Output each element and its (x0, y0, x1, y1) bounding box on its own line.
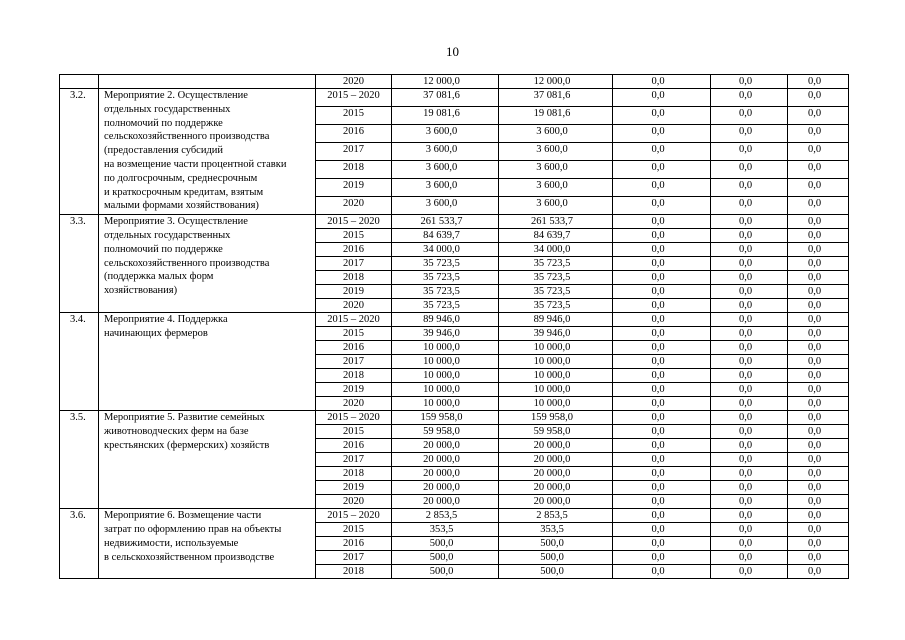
year-cell: 2015 (316, 107, 392, 125)
measure-name-line: сельскохозяйственного производства (104, 131, 270, 143)
value-cell: 0,0 (788, 143, 849, 161)
measure-name (99, 75, 316, 89)
value-cell: 0,0 (711, 355, 788, 369)
value-cell: 35 723,5 (392, 285, 499, 299)
value-cell: 0,0 (711, 369, 788, 383)
value-cell: 10 000,0 (499, 355, 613, 369)
value-cell: 20 000,0 (499, 439, 613, 453)
value-cell: 0,0 (613, 143, 711, 161)
value-cell: 0,0 (788, 197, 849, 215)
year-cell: 2018 (316, 271, 392, 285)
value-cell: 3 600,0 (499, 179, 613, 197)
value-cell: 0,0 (788, 509, 849, 523)
value-cell: 0,0 (711, 179, 788, 197)
value-cell: 0,0 (711, 299, 788, 313)
year-cell: 2015 – 2020 (316, 509, 392, 523)
value-cell: 0,0 (711, 439, 788, 453)
table-row (60, 75, 849, 89)
year-cell: 2019 (316, 383, 392, 397)
value-cell: 35 723,5 (499, 299, 613, 313)
value-cell: 20 000,0 (499, 495, 613, 509)
year-cell: 2015 – 2020 (316, 215, 392, 229)
value-cell: 89 946,0 (499, 313, 613, 327)
value-cell: 0,0 (711, 453, 788, 467)
value-cell: 0,0 (711, 313, 788, 327)
value-cell: 10 000,0 (392, 341, 499, 355)
table-row (60, 411, 849, 425)
value-cell: 0,0 (711, 481, 788, 495)
measure-name-line: животноводческих ферм на базе (104, 425, 249, 437)
value-cell: 0,0 (711, 411, 788, 425)
value-cell: 0,0 (788, 285, 849, 299)
value-cell: 0,0 (711, 383, 788, 397)
year-cell: 2020 (316, 75, 392, 89)
value-cell: 12 000,0 (392, 75, 499, 89)
measure-name-line: недвижимости, используемые (104, 537, 239, 549)
value-cell: 0,0 (613, 327, 711, 341)
measure-name-line: в сельскохозяйственном производстве (104, 551, 275, 563)
value-cell: 0,0 (788, 75, 849, 89)
value-cell: 0,0 (711, 271, 788, 285)
value-cell: 0,0 (788, 243, 849, 257)
table-row (60, 313, 849, 327)
year-cell: 2017 (316, 257, 392, 271)
measure-name-line: полномочий по поддержке (104, 243, 223, 255)
value-cell: 500,0 (392, 551, 499, 565)
value-cell: 39 946,0 (499, 327, 613, 341)
value-cell: 0,0 (613, 161, 711, 179)
year-cell: 2016 (316, 125, 392, 143)
budget-table (59, 74, 849, 579)
measure-name-line: отдельных государственных (104, 229, 231, 241)
value-cell: 0,0 (788, 107, 849, 125)
value-cell: 3 600,0 (392, 197, 499, 215)
value-cell: 2 853,5 (392, 509, 499, 523)
value-cell: 34 000,0 (392, 243, 499, 257)
value-cell: 0,0 (613, 537, 711, 551)
value-cell: 0,0 (613, 453, 711, 467)
value-cell: 3 600,0 (392, 161, 499, 179)
value-cell: 59 958,0 (499, 425, 613, 439)
table-row (60, 215, 849, 229)
value-cell: 20 000,0 (392, 439, 499, 453)
value-cell: 0,0 (788, 257, 849, 271)
value-cell: 0,0 (613, 215, 711, 229)
year-cell: 2018 (316, 467, 392, 481)
value-cell: 0,0 (613, 495, 711, 509)
value-cell: 500,0 (499, 537, 613, 551)
measure-name (99, 313, 316, 411)
value-cell: 3 600,0 (499, 143, 613, 161)
value-cell: 0,0 (711, 243, 788, 257)
value-cell: 0,0 (613, 257, 711, 271)
value-cell: 35 723,5 (499, 257, 613, 271)
measure-name-line: Мероприятие 3. Осуществление (104, 216, 248, 228)
value-cell: 0,0 (788, 179, 849, 197)
measure-name (99, 509, 316, 579)
value-cell: 37 081,6 (392, 89, 499, 107)
year-cell: 2015 – 2020 (316, 89, 392, 107)
value-cell: 35 723,5 (392, 271, 499, 285)
value-cell: 19 081,6 (499, 107, 613, 125)
measure-name-line: по долгосрочным, среднесрочным (104, 172, 258, 184)
value-cell: 0,0 (613, 509, 711, 523)
measure-name-line: хозяйствования) (104, 285, 178, 297)
value-cell: 35 723,5 (392, 299, 499, 313)
measure-name-line: отдельных государственных (104, 103, 231, 115)
value-cell: 0,0 (613, 383, 711, 397)
value-cell: 159 958,0 (499, 411, 613, 425)
value-cell: 39 946,0 (392, 327, 499, 341)
year-cell: 2016 (316, 439, 392, 453)
value-cell: 10 000,0 (499, 383, 613, 397)
value-cell: 0,0 (788, 467, 849, 481)
year-cell: 2019 (316, 179, 392, 197)
value-cell: 10 000,0 (392, 397, 499, 411)
value-cell: 0,0 (788, 229, 849, 243)
value-cell: 0,0 (788, 551, 849, 565)
value-cell: 0,0 (788, 327, 849, 341)
year-cell: 2018 (316, 369, 392, 383)
value-cell: 0,0 (711, 551, 788, 565)
value-cell: 500,0 (392, 565, 499, 579)
value-cell: 0,0 (711, 125, 788, 143)
value-cell: 0,0 (711, 143, 788, 161)
value-cell: 0,0 (788, 439, 849, 453)
value-cell: 0,0 (613, 411, 711, 425)
measure-name-line: малыми формами хозяйствования) (104, 200, 259, 212)
year-cell: 2017 (316, 453, 392, 467)
value-cell: 353,5 (392, 523, 499, 537)
value-cell: 37 081,6 (499, 89, 613, 107)
measure-name-line: крестьянских (фермерских) хозяйств (104, 439, 270, 451)
measure-name-line: и краткосрочным кредитам, взятым (104, 186, 264, 198)
year-cell: 2017 (316, 551, 392, 565)
value-cell: 10 000,0 (499, 397, 613, 411)
value-cell: 0,0 (788, 355, 849, 369)
measure-number: 3.4. (60, 313, 99, 411)
value-cell: 12 000,0 (499, 75, 613, 89)
value-cell: 35 723,5 (499, 285, 613, 299)
value-cell: 0,0 (613, 355, 711, 369)
year-cell: 2019 (316, 481, 392, 495)
value-cell: 0,0 (788, 537, 849, 551)
value-cell: 261 533,7 (499, 215, 613, 229)
value-cell: 0,0 (788, 313, 849, 327)
value-cell: 2 853,5 (499, 509, 613, 523)
value-cell: 0,0 (613, 229, 711, 243)
value-cell: 20 000,0 (499, 481, 613, 495)
value-cell: 0,0 (613, 197, 711, 215)
table-body (60, 75, 849, 579)
value-cell: 0,0 (613, 397, 711, 411)
value-cell: 10 000,0 (392, 383, 499, 397)
value-cell: 3 600,0 (392, 125, 499, 143)
value-cell: 0,0 (613, 481, 711, 495)
value-cell: 159 958,0 (392, 411, 499, 425)
value-cell: 0,0 (613, 523, 711, 537)
year-cell: 2020 (316, 495, 392, 509)
value-cell: 10 000,0 (499, 341, 613, 355)
value-cell: 0,0 (711, 397, 788, 411)
value-cell: 19 081,6 (392, 107, 499, 125)
year-cell: 2015 (316, 327, 392, 341)
value-cell: 0,0 (788, 125, 849, 143)
value-cell: 20 000,0 (392, 467, 499, 481)
value-cell: 35 723,5 (392, 257, 499, 271)
value-cell: 0,0 (711, 523, 788, 537)
value-cell: 353,5 (499, 523, 613, 537)
value-cell: 261 533,7 (392, 215, 499, 229)
page-number: 10 (446, 44, 459, 59)
year-cell: 2015 – 2020 (316, 313, 392, 327)
value-cell: 0,0 (613, 89, 711, 107)
value-cell: 0,0 (613, 425, 711, 439)
value-cell: 0,0 (788, 369, 849, 383)
value-cell: 84 639,7 (499, 229, 613, 243)
value-cell: 0,0 (711, 161, 788, 179)
measure-name-line: Мероприятие 6. Возмещение части (104, 510, 262, 522)
year-cell: 2020 (316, 299, 392, 313)
table-row (60, 509, 849, 523)
measure-name (99, 215, 316, 313)
value-cell: 0,0 (613, 313, 711, 327)
measure-name-line: полномочий по поддержке (104, 117, 223, 129)
year-cell: 2020 (316, 197, 392, 215)
year-cell: 2015 (316, 523, 392, 537)
year-cell: 2016 (316, 537, 392, 551)
value-cell: 0,0 (613, 285, 711, 299)
value-cell: 3 600,0 (499, 125, 613, 143)
measure-name (99, 89, 316, 215)
measure-number (60, 75, 99, 89)
value-cell: 0,0 (613, 271, 711, 285)
measure-number: 3.3. (60, 215, 99, 313)
year-cell: 2017 (316, 143, 392, 161)
value-cell: 0,0 (711, 341, 788, 355)
measure-name-line: (поддержка малых форм (104, 271, 214, 283)
value-cell: 0,0 (711, 197, 788, 215)
measure-number: 3.5. (60, 411, 99, 509)
measure-name-line: сельскохозяйственного производства (104, 257, 270, 269)
value-cell: 0,0 (613, 439, 711, 453)
value-cell: 20 000,0 (392, 481, 499, 495)
measure-name-line: затрат по оформлению прав на объекты (104, 523, 282, 535)
year-cell: 2016 (316, 243, 392, 257)
value-cell: 0,0 (711, 257, 788, 271)
value-cell: 500,0 (392, 537, 499, 551)
value-cell: 20 000,0 (392, 453, 499, 467)
value-cell: 34 000,0 (499, 243, 613, 257)
measure-name-line: Мероприятие 2. Осуществление (104, 90, 248, 101)
year-cell: 2018 (316, 161, 392, 179)
value-cell: 0,0 (788, 425, 849, 439)
value-cell: 10 000,0 (392, 369, 499, 383)
value-cell: 0,0 (788, 453, 849, 467)
year-cell: 2017 (316, 355, 392, 369)
value-cell: 0,0 (613, 75, 711, 89)
value-cell: 0,0 (788, 161, 849, 179)
measure-number: 3.2. (60, 89, 99, 215)
value-cell: 0,0 (711, 425, 788, 439)
value-cell: 3 600,0 (392, 143, 499, 161)
value-cell: 0,0 (788, 341, 849, 355)
value-cell: 0,0 (613, 467, 711, 481)
value-cell: 500,0 (499, 551, 613, 565)
value-cell: 3 600,0 (499, 161, 613, 179)
value-cell: 3 600,0 (392, 179, 499, 197)
value-cell: 0,0 (711, 285, 788, 299)
value-cell: 0,0 (788, 411, 849, 425)
measure-name-line: начинающих фермеров (104, 327, 208, 339)
year-cell: 2020 (316, 397, 392, 411)
value-cell: 0,0 (613, 107, 711, 125)
value-cell: 0,0 (788, 481, 849, 495)
value-cell: 0,0 (613, 341, 711, 355)
year-cell: 2016 (316, 341, 392, 355)
value-cell: 0,0 (711, 75, 788, 89)
value-cell: 89 946,0 (392, 313, 499, 327)
value-cell: 0,0 (613, 243, 711, 257)
measure-name (99, 411, 316, 509)
value-cell: 59 958,0 (392, 425, 499, 439)
year-cell: 2015 – 2020 (316, 411, 392, 425)
value-cell: 0,0 (711, 229, 788, 243)
value-cell: 0,0 (711, 89, 788, 107)
year-cell: 2018 (316, 565, 392, 579)
year-cell: 2019 (316, 285, 392, 299)
value-cell: 10 000,0 (499, 369, 613, 383)
value-cell: 0,0 (711, 215, 788, 229)
value-cell: 0,0 (788, 89, 849, 107)
table-row (60, 89, 849, 107)
value-cell: 3 600,0 (499, 197, 613, 215)
value-cell: 0,0 (613, 125, 711, 143)
value-cell: 0,0 (788, 523, 849, 537)
value-cell: 10 000,0 (392, 355, 499, 369)
value-cell: 0,0 (613, 369, 711, 383)
value-cell: 0,0 (613, 299, 711, 313)
measure-name-line: Мероприятие 5. Развитие семейных (104, 412, 265, 424)
value-cell: 20 000,0 (499, 467, 613, 481)
year-cell: 2015 (316, 425, 392, 439)
value-cell: 0,0 (711, 509, 788, 523)
value-cell: 35 723,5 (499, 271, 613, 285)
year-cell: 2015 (316, 229, 392, 243)
measure-name-line: Мероприятие 4. Поддержка (104, 314, 228, 326)
value-cell: 0,0 (788, 271, 849, 285)
value-cell: 0,0 (711, 537, 788, 551)
value-cell: 0,0 (711, 107, 788, 125)
value-cell: 20 000,0 (392, 495, 499, 509)
value-cell: 0,0 (788, 397, 849, 411)
value-cell: 0,0 (711, 495, 788, 509)
value-cell: 0,0 (711, 327, 788, 341)
measure-name-line: на возмещение части процентной ставки (104, 158, 287, 170)
value-cell: 0,0 (788, 215, 849, 229)
value-cell: 0,0 (613, 179, 711, 197)
value-cell: 20 000,0 (499, 453, 613, 467)
value-cell: 0,0 (788, 565, 849, 579)
measure-name-line: (предоставления субсидий (104, 145, 224, 157)
value-cell: 0,0 (788, 299, 849, 313)
value-cell: 0,0 (788, 383, 849, 397)
value-cell: 0,0 (711, 565, 788, 579)
value-cell: 500,0 (499, 565, 613, 579)
measure-number: 3.6. (60, 509, 99, 579)
value-cell: 84 639,7 (392, 229, 499, 243)
value-cell: 0,0 (788, 495, 849, 509)
value-cell: 0,0 (711, 467, 788, 481)
value-cell: 0,0 (613, 551, 711, 565)
value-cell: 0,0 (613, 565, 711, 579)
